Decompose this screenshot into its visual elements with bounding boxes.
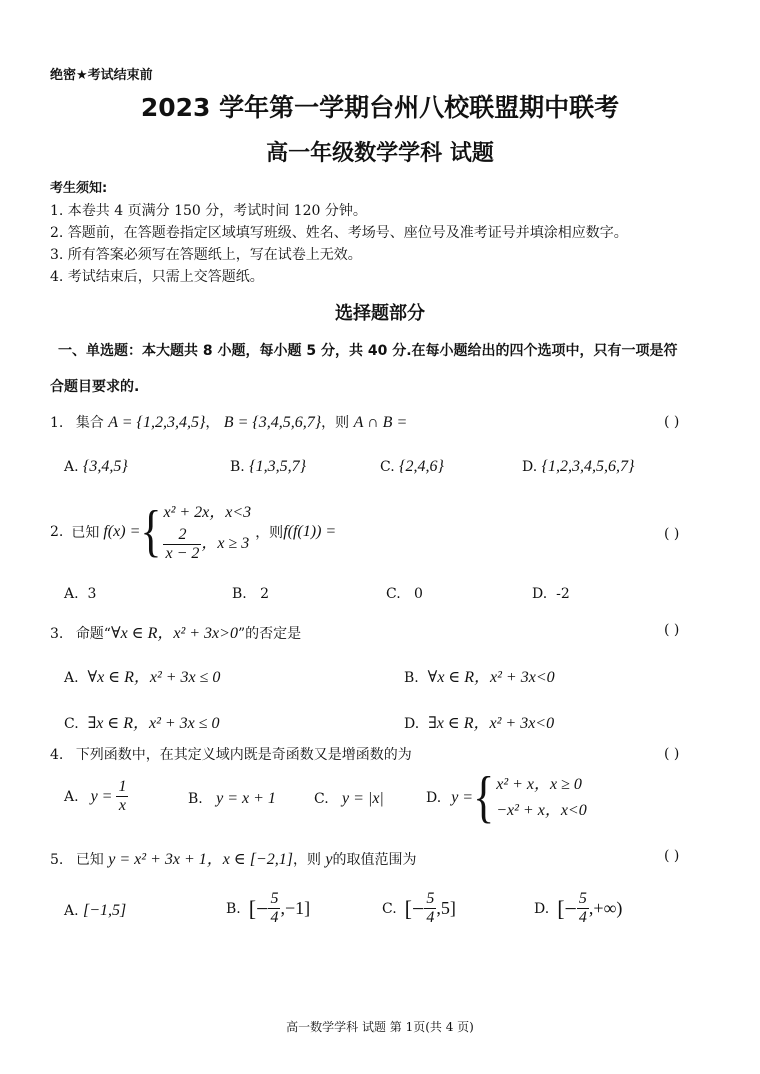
question-stem: 已知 <box>75 852 104 868</box>
answer-paren: ( ) <box>664 414 680 430</box>
notice-heading: 考生须知: <box>50 181 108 196</box>
question-stem: 下列函数中，在其定义域内既是奇函数又是增函数的为 <box>75 747 412 763</box>
question-2 <box>50 500 336 563</box>
answer-paren: ( ) <box>664 746 680 762</box>
fraction-denominator: x <box>116 796 128 815</box>
piece-condition: ，x ≥ 3 <box>201 535 250 553</box>
option-a <box>64 586 96 602</box>
option-label: D. <box>426 790 442 806</box>
secret-mark: 绝密★考试结束前 <box>50 68 153 83</box>
option-d <box>532 586 570 602</box>
interval-open: [− <box>557 895 577 921</box>
interval-close: ,−1] <box>280 898 311 918</box>
fraction-numerator: 5 <box>426 890 435 907</box>
option-label: B. <box>404 670 419 686</box>
option-label: C. <box>380 459 395 475</box>
question-stem-suffix: ”的否定是 <box>237 626 302 642</box>
page-footer: 高一数学学科 试题 第 1页(共 4 页) <box>286 1020 474 1034</box>
section-instruction-cont: 合题目要求的. <box>50 379 140 395</box>
fraction-numerator: 5 <box>270 890 279 907</box>
option-b <box>404 664 555 687</box>
question-stem: 命题“ <box>75 626 111 642</box>
option-label: B. <box>226 900 241 917</box>
question-5 <box>50 846 417 869</box>
option-b <box>230 458 306 476</box>
option-b <box>188 790 276 808</box>
set-a: A = {1,2,3,4,5} <box>108 414 206 431</box>
option-text: y = <box>90 787 113 805</box>
option-c <box>386 586 423 602</box>
math-variable: y <box>325 851 333 868</box>
option-a <box>64 778 128 815</box>
option-d <box>534 890 622 927</box>
option-label: A. <box>64 459 79 475</box>
answer-paren: ( ) <box>664 622 680 638</box>
notice-item: 1. 本卷共 4 页满分 150 分，考试时间 120 分钟。 <box>50 203 367 219</box>
option-d <box>404 710 554 733</box>
question-stem: 已知 <box>71 524 100 541</box>
fraction-denominator: 4 <box>270 909 279 926</box>
comma: ， <box>205 415 220 431</box>
option-text: 2 <box>260 586 270 602</box>
question-number: 1. <box>50 415 64 431</box>
notice-item: 4. 考试结束后，只需上交答题纸。 <box>50 269 264 285</box>
option-text: ∀x ∈ R，x² + 3x ≤ 0 <box>87 669 221 686</box>
option-text: 3 <box>87 586 97 602</box>
answer-paren: ( ) <box>664 526 680 542</box>
question-stem-suffix: 的取值范围为 <box>332 852 417 868</box>
option-text: y = <box>451 789 474 806</box>
notice-item: 2. 答题前，在答题卷指定区域填写班级、姓名、考场号、座位号及准考证号并填涂相应数字。 <box>50 225 628 241</box>
fraction-numerator: 1 <box>118 778 127 795</box>
option-label: A. <box>64 903 79 919</box>
option-text: y = x + 1 <box>216 790 276 807</box>
option-text: -2 <box>556 586 570 602</box>
piece-case-2: −x² + x，x<0 <box>496 802 587 819</box>
option-text: [−1,5] <box>83 902 127 919</box>
question-1 <box>50 412 407 432</box>
fraction-denominator: 4 <box>578 909 587 926</box>
answer-paren: ( ) <box>664 848 680 864</box>
option-label: A. <box>64 670 79 686</box>
option-label: B. <box>188 791 203 807</box>
piece-case-1: x² + x，x ≥ 0 <box>496 776 582 793</box>
option-a <box>64 458 128 476</box>
question-number: 4. <box>50 747 64 763</box>
question-3 <box>50 620 301 643</box>
option-c <box>382 890 456 927</box>
option-label: C. <box>314 791 329 807</box>
option-text: y = |x| <box>342 790 384 807</box>
question-number: 5. <box>50 852 64 868</box>
math-expression: f(f(1)) = <box>283 522 337 540</box>
option-label: D. <box>532 586 548 602</box>
piece-case-1: x² + 2x，x<3 <box>163 504 252 521</box>
section-instruction: 一、单选题：本大题共 8 小题，每小题 5 分，共 40 分.在每小题给出的四个选项中，只有一项是符 <box>58 343 678 359</box>
option-text: {1,3,5,7} <box>249 458 306 475</box>
piece-case-2 <box>163 526 251 563</box>
option-c <box>314 790 384 808</box>
option-a <box>64 902 126 920</box>
option-d <box>522 458 634 476</box>
option-d <box>426 765 587 830</box>
option-label: C. <box>382 900 397 917</box>
option-text: {3,4,5} <box>83 458 128 475</box>
piecewise-function: { x² + x，x ≥ 0 −x² + x，x<0 <box>473 765 587 830</box>
option-label: A. <box>64 586 79 602</box>
option-b <box>232 586 269 602</box>
option-label: A. <box>64 788 79 805</box>
math-expression: ∀x ∈ R，x² + 3x>0 <box>110 625 238 642</box>
option-label: D. <box>404 716 420 732</box>
option-b <box>226 890 310 927</box>
option-a <box>64 664 220 687</box>
option-label: C. <box>386 586 401 602</box>
notice-item: 3. 所有答案必须写在答题纸上，写在试卷上无效。 <box>50 247 362 263</box>
math-expression: y = x² + 3x + 1，x ∈ [−2,1] <box>108 851 293 868</box>
question-stem-mid: ，则 <box>292 852 321 868</box>
option-text: {1,2,3,4,5,6,7} <box>541 458 635 475</box>
function-name: f(x) = <box>103 522 141 540</box>
option-c <box>380 458 444 476</box>
option-text: {2,4,6} <box>399 458 444 475</box>
option-c <box>64 710 220 733</box>
piecewise-function: { x² + 2x，x<3 $\frac{2}{x - 2}$ ，x ≥ 3 <box>140 499 252 563</box>
option-label: D. <box>522 459 538 475</box>
option-label: D. <box>534 900 550 917</box>
option-label: B. <box>230 459 245 475</box>
option-text: ∃x ∈ R，x² + 3x<0 <box>428 715 555 732</box>
question-stem-suffix: ，则 <box>321 415 350 431</box>
question-stem: 集合 <box>75 415 104 431</box>
question-number: 2. <box>50 523 64 540</box>
math-expression: A ∩ B = <box>353 414 408 431</box>
interval-open: [− <box>404 895 425 921</box>
fraction-numerator: 2 <box>178 526 187 543</box>
option-label: B. <box>232 586 247 602</box>
fraction-denominator: 4 <box>426 909 435 926</box>
set-b: B = {3,4,5,6,7} <box>223 414 322 431</box>
question-stem-suffix: ，则 <box>255 524 284 541</box>
option-text: ∀x ∈ R，x² + 3x<0 <box>427 669 555 686</box>
interval-close: ,5] <box>436 898 456 918</box>
interval-close: ,+∞) <box>588 898 623 918</box>
fraction-denominator: x − 2 <box>165 545 200 562</box>
option-label: C. <box>64 716 79 732</box>
exam-title: 2023 学年第一学期台州八校联盟期中联考 <box>140 93 620 122</box>
fraction-numerator: 5 <box>578 890 587 907</box>
section-title: 选择题部分 <box>335 303 425 324</box>
exam-subtitle: 高一年级数学学科 试题 <box>266 141 494 166</box>
interval-open: [− <box>248 895 269 921</box>
option-text: ∃x ∈ R，x² + 3x ≤ 0 <box>87 715 220 732</box>
question-number: 3. <box>50 626 64 642</box>
option-text: 0 <box>414 586 423 602</box>
question-4 <box>50 744 412 764</box>
